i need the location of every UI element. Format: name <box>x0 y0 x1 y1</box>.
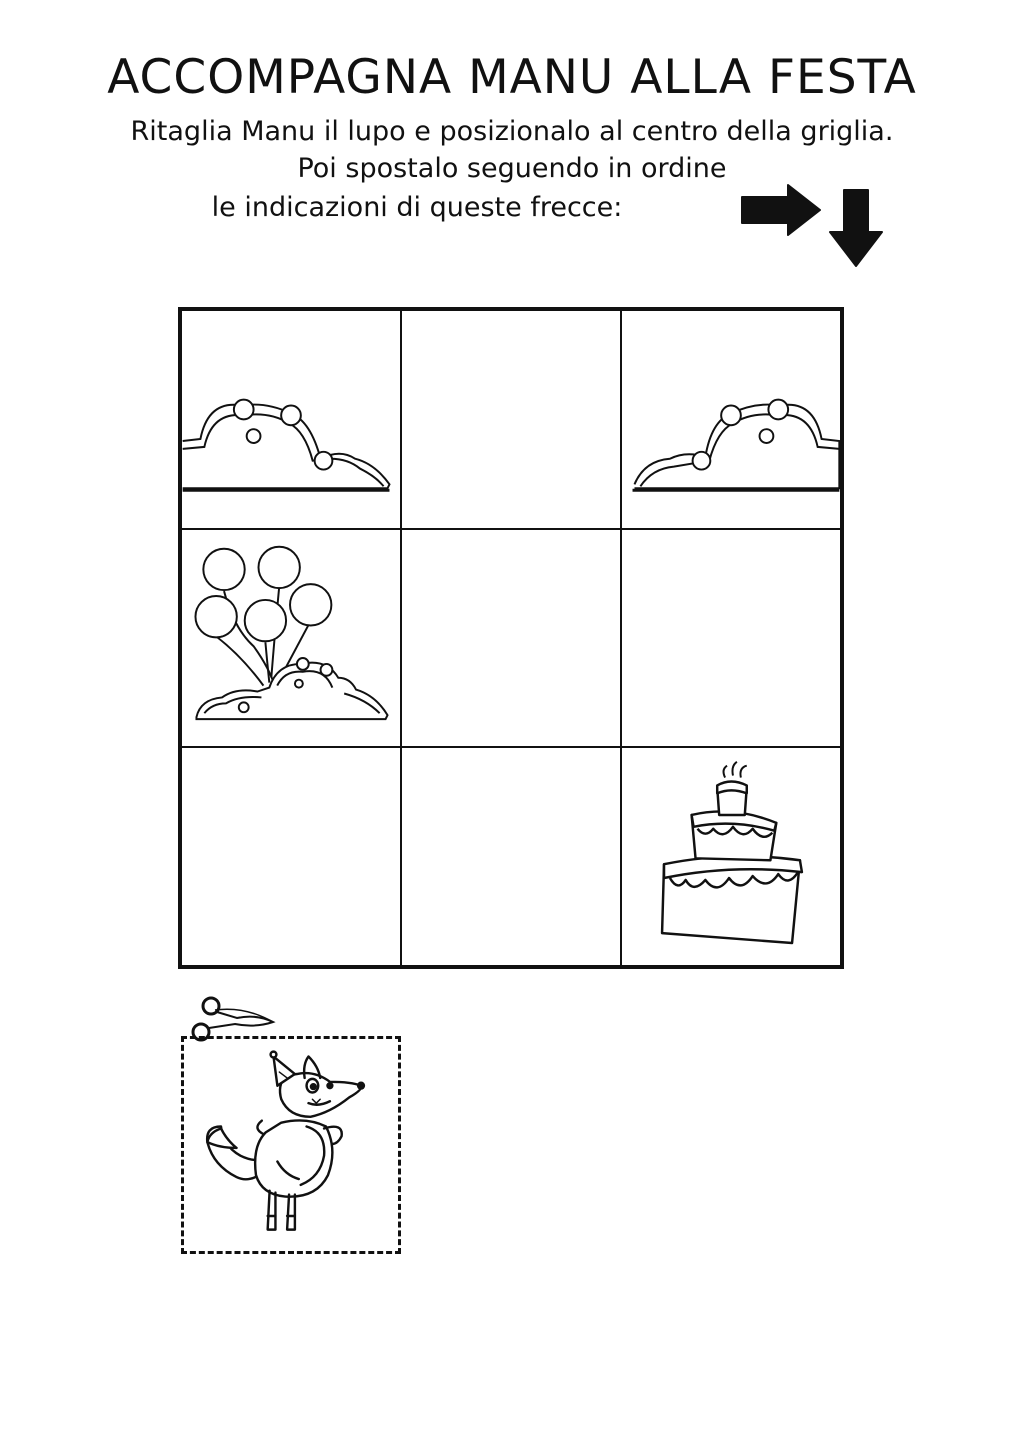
movement-grid <box>178 307 844 969</box>
arrow-down-icon <box>828 188 884 268</box>
grid-cell-2-1[interactable] <box>181 529 401 748</box>
grid-cell-3-1[interactable] <box>181 747 401 966</box>
bush-icon <box>622 311 840 528</box>
instruction-line-2: Poi spostalo seguendo in ordine <box>297 153 727 184</box>
instruction-line-1: Ritaglia Manu il lupo e posizionalo al centro della griglia. <box>130 116 894 147</box>
grid-cell-3-2[interactable] <box>401 747 621 966</box>
wolf-icon <box>184 1039 398 1251</box>
arrow-right-icon <box>740 183 822 237</box>
grid-cell-1-1[interactable] <box>181 310 401 529</box>
birthday-cake-icon <box>622 748 840 965</box>
page-title: ACCOMPAGNA MANU ALLA FESTA <box>107 50 917 105</box>
wolf-cutout[interactable] <box>181 1036 401 1254</box>
instruction-line-3-text: le indicazioni di queste frecce: <box>211 192 623 223</box>
grid-cell-2-3[interactable] <box>621 529 841 748</box>
bush-icon <box>182 311 400 528</box>
grid-cell-2-2[interactable] <box>401 529 621 748</box>
grid-cell-1-3[interactable] <box>621 310 841 529</box>
grid-cell-1-2[interactable] <box>401 310 621 529</box>
grid-cell-3-3[interactable] <box>621 747 841 966</box>
balloons-bush-icon <box>182 530 400 747</box>
